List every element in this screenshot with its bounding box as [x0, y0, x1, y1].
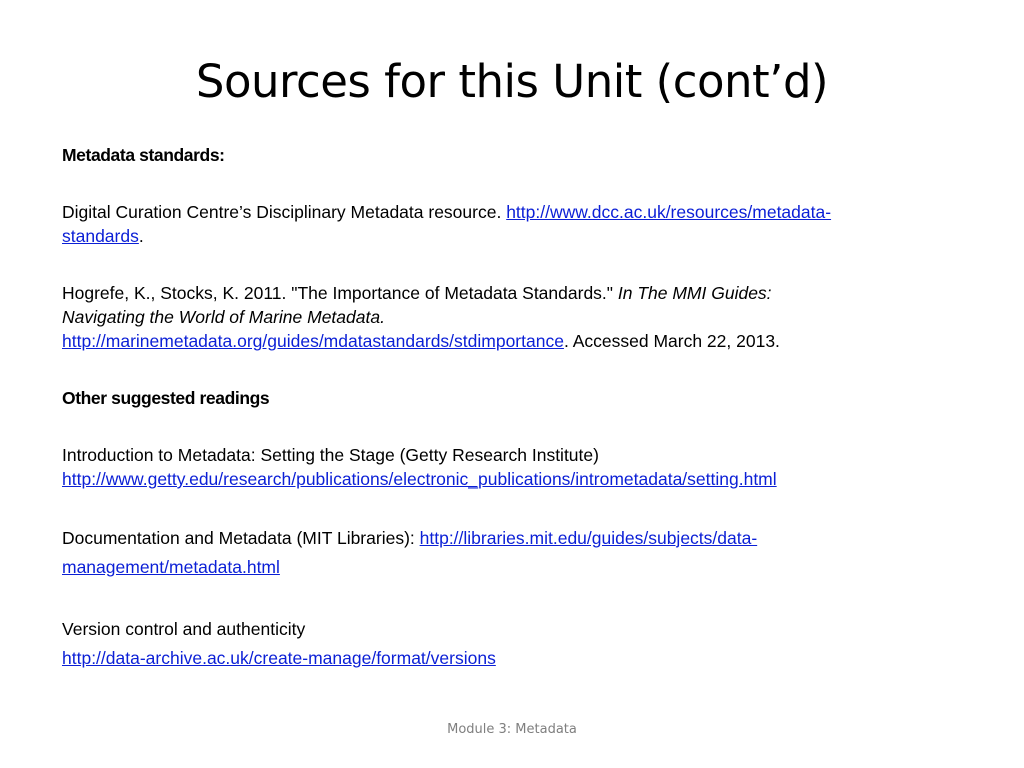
heading-metadata-standards: Metadata standards: — [62, 145, 225, 165]
reference-mit — [62, 524, 962, 582]
reference-version-control — [62, 615, 962, 673]
link-mit[interactable]: http://libraries.mit.edu/guides/subjects/data- management/metadata.html — [62, 528, 758, 577]
reference-hogrefe-italic-2: Navigating the World of Marine Metadata. — [62, 307, 385, 327]
reference-dcc — [62, 200, 962, 248]
link-dcc[interactable]: http://www.dcc.ac.uk/resources/metadata- standards — [62, 202, 832, 246]
reference-hogrefe — [62, 281, 962, 353]
slide-body — [62, 143, 962, 673]
reference-hogrefe-text: Hogrefe, K., Stocks, K. 2011. "The Importance of Metadata Standards." — [62, 283, 618, 303]
reference-dcc-text: Digital Curation Centre’s Disciplinary Metadata resource. — [62, 202, 507, 222]
reference-hogrefe-trail: . Accessed March 22, 2013. — [563, 331, 780, 351]
link-data-archive[interactable]: http://data-archive.ac.uk/create-manage/format/versions — [62, 648, 496, 668]
link-marinemetadata[interactable]: http://marinemetadata.org/guides/mdatastandards/stdimportance — [62, 331, 564, 351]
slide-footer: Module 3: Metadata — [447, 722, 577, 737]
reference-version-text: Version control and authenticity — [62, 619, 306, 639]
reference-getty — [62, 443, 962, 491]
reference-dcc-trail: . — [138, 226, 144, 246]
reference-mit-text: Documentation and Metadata (MIT Libraries): — [62, 528, 420, 548]
slide-title: Sources for this Unit (cont’d) — [195, 55, 829, 108]
reference-hogrefe-italic-1: In The MMI Guides: — [617, 283, 772, 303]
link-getty[interactable]: http://www.getty.edu/research/publications/electronic_publications/intrometadata/setting.html — [62, 469, 777, 489]
heading-other-readings: Other suggested readings — [62, 388, 270, 408]
reference-getty-text: Introduction to Metadata: Setting the Stage (Getty Research Institute) — [62, 445, 599, 465]
